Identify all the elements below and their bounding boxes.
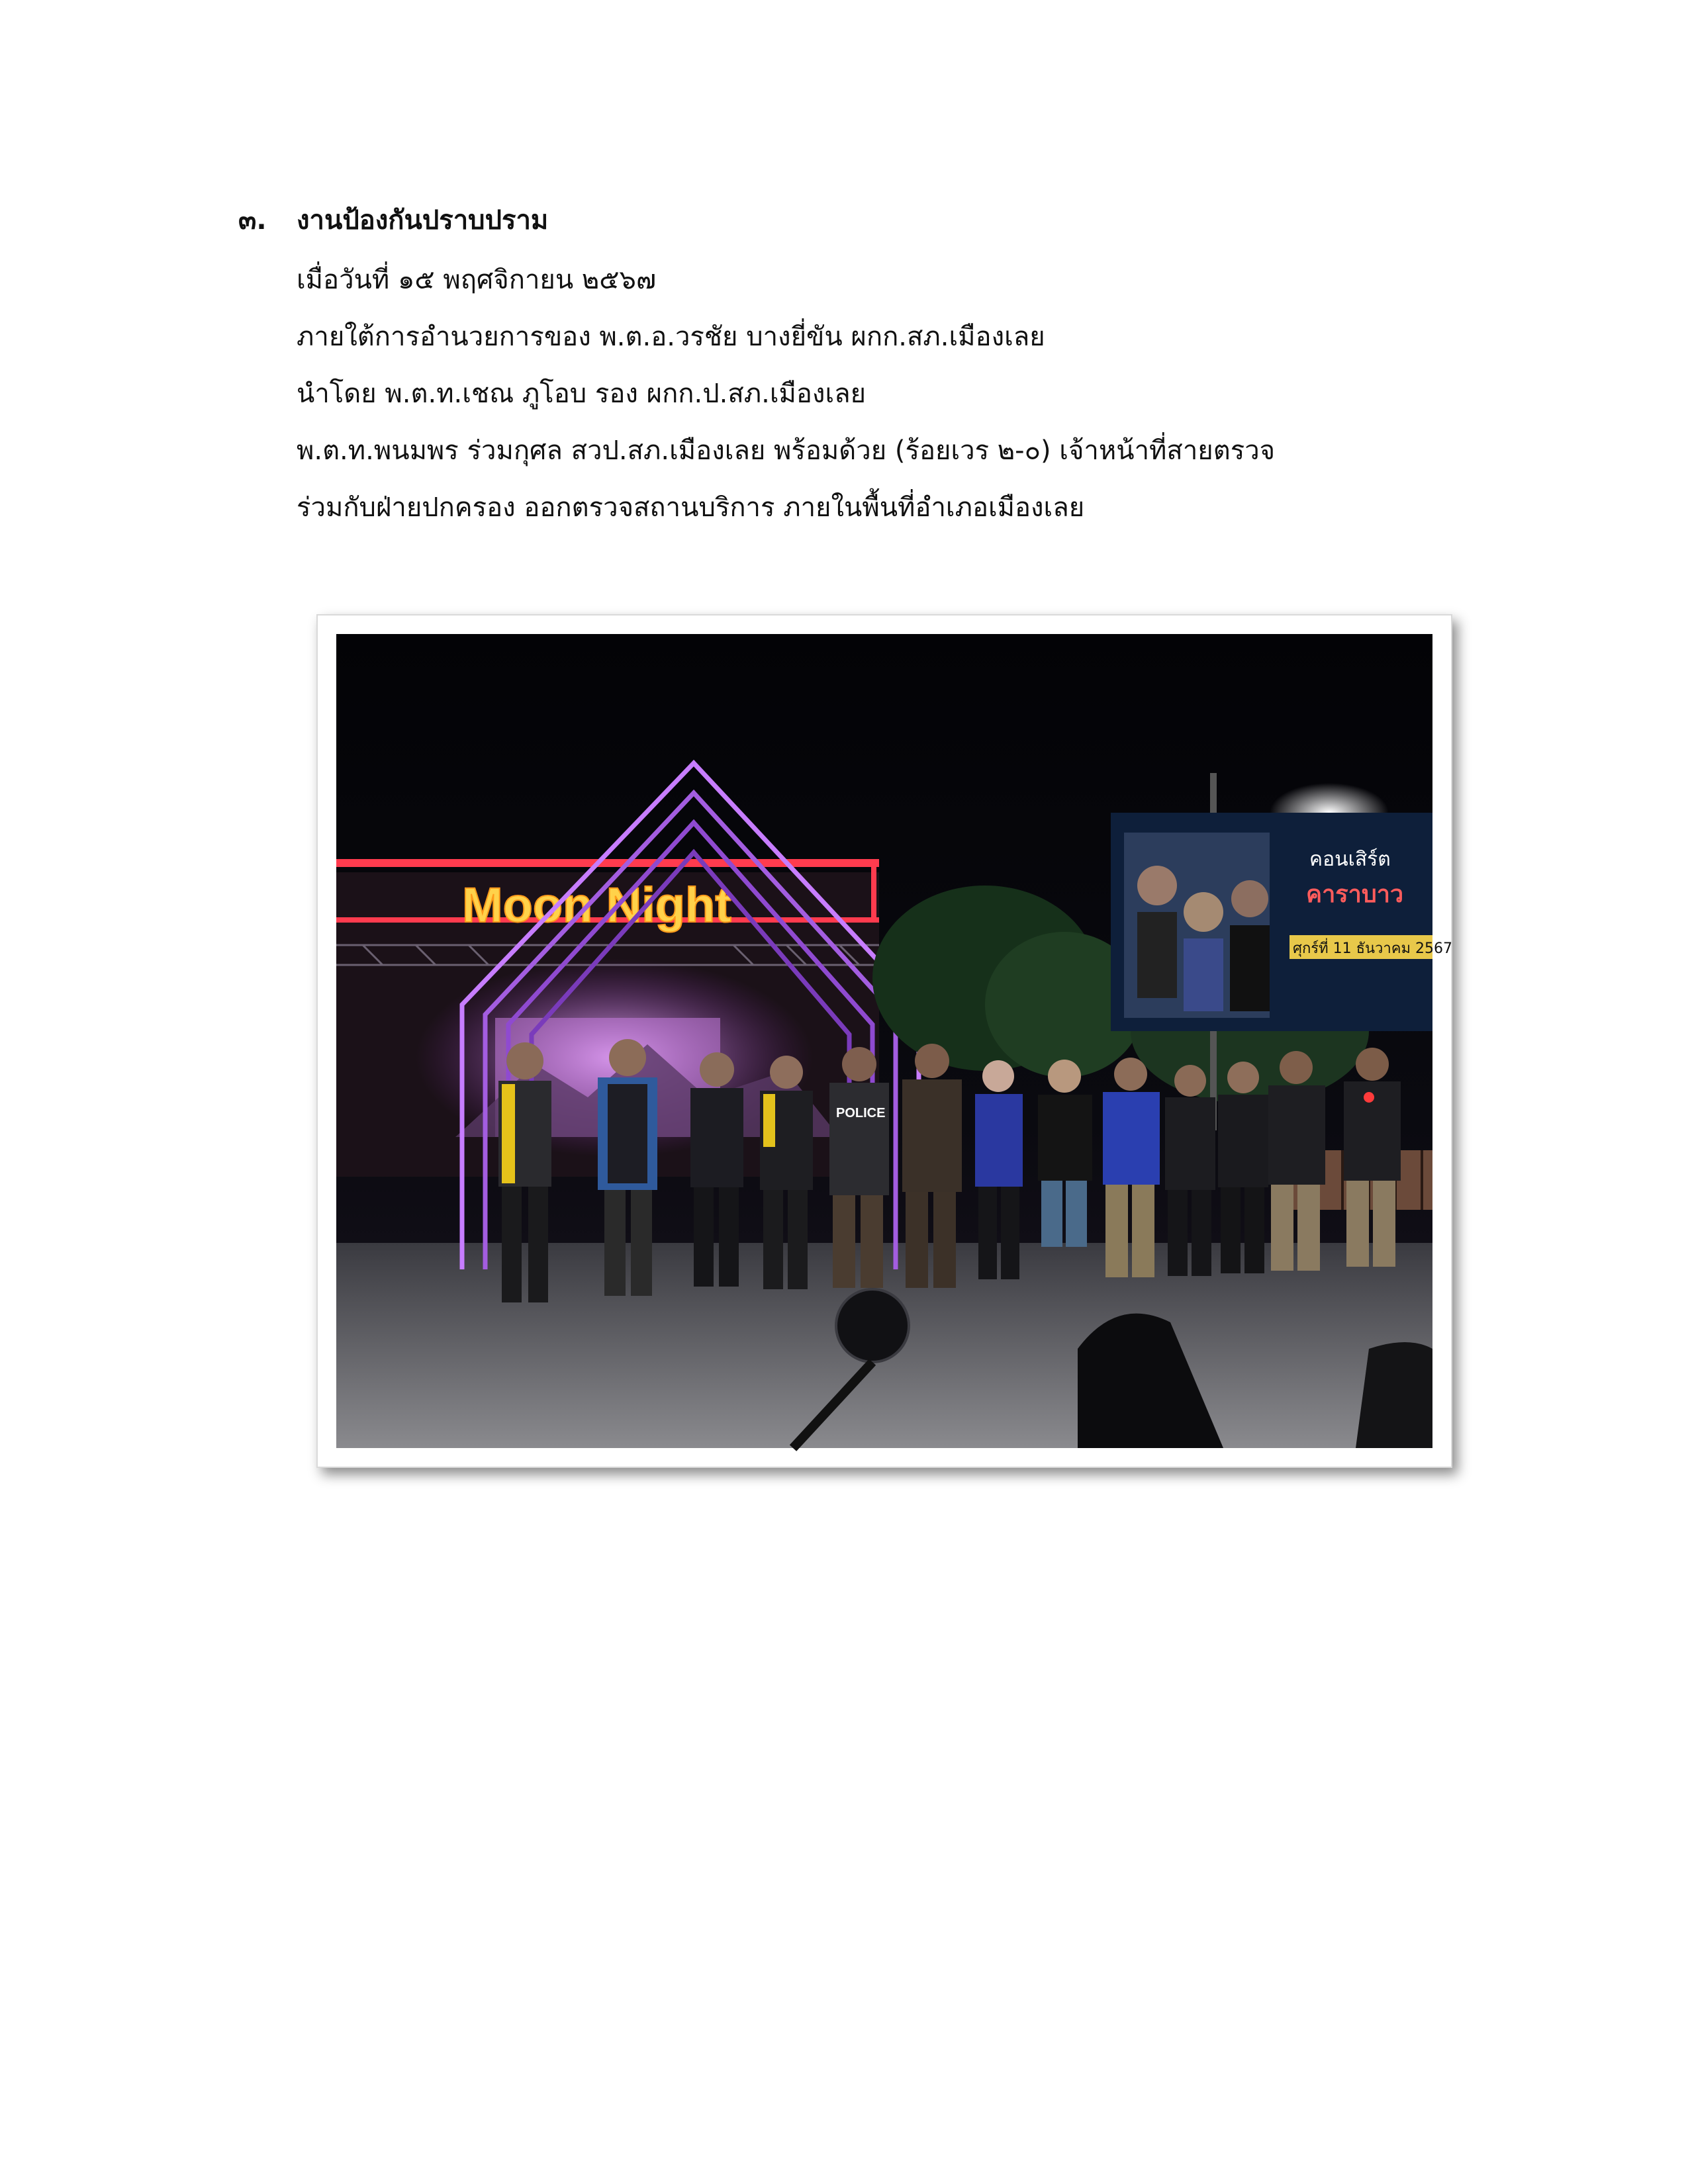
night-inspection-photo <box>336 634 1452 1448</box>
moon-night-sign: Moon Night <box>462 878 731 933</box>
billboard-date: ศุกร์ที่ 11 ธันวาคม 2567 <box>1293 940 1452 957</box>
concert-billboard <box>1111 813 1452 1031</box>
activity-line: ร่วมกับฝ่ายปกครอง ออกตรวจสถานบริการ ภายในพื้นที่อำเภอเมืองเลย <box>297 492 1085 523</box>
participants-line: พ.ต.ท.พนมพร ร่วมกุศล สวป.สภ.เมืองเลย พร้อมด้วย (ร้อยเวร ๒-๐) เจ้าหน้าที่สายตรวจ <box>297 435 1276 466</box>
section-prevention <box>238 199 1275 536</box>
date-line: เมื่อวันที่ ๑๕ พฤศจิกายน ๒๕๖๗ <box>297 265 657 295</box>
command-line: ภายใต้การอำนวยการของ พ.ต.อ.วรชัย บางยี่ขัน ผกก.สภ.เมืองเลย <box>297 322 1045 352</box>
section-heading <box>238 199 1275 251</box>
police-vest-label: POLICE <box>836 1106 886 1120</box>
billboard-band: คาราบาว <box>1306 881 1404 908</box>
leader-line: นำโดย พ.ต.ท.เชณ ภูโอบ รอง ผกก.ป.สภ.เมืองเลย <box>297 379 867 409</box>
photo-frame <box>316 614 1452 1468</box>
section-number: ๓. <box>238 205 267 236</box>
section-title: งานป้องกันปราบปราม <box>297 205 549 236</box>
billboard-title: คอนเสิร์ต <box>1309 848 1391 871</box>
section-paragraph <box>297 251 1275 536</box>
